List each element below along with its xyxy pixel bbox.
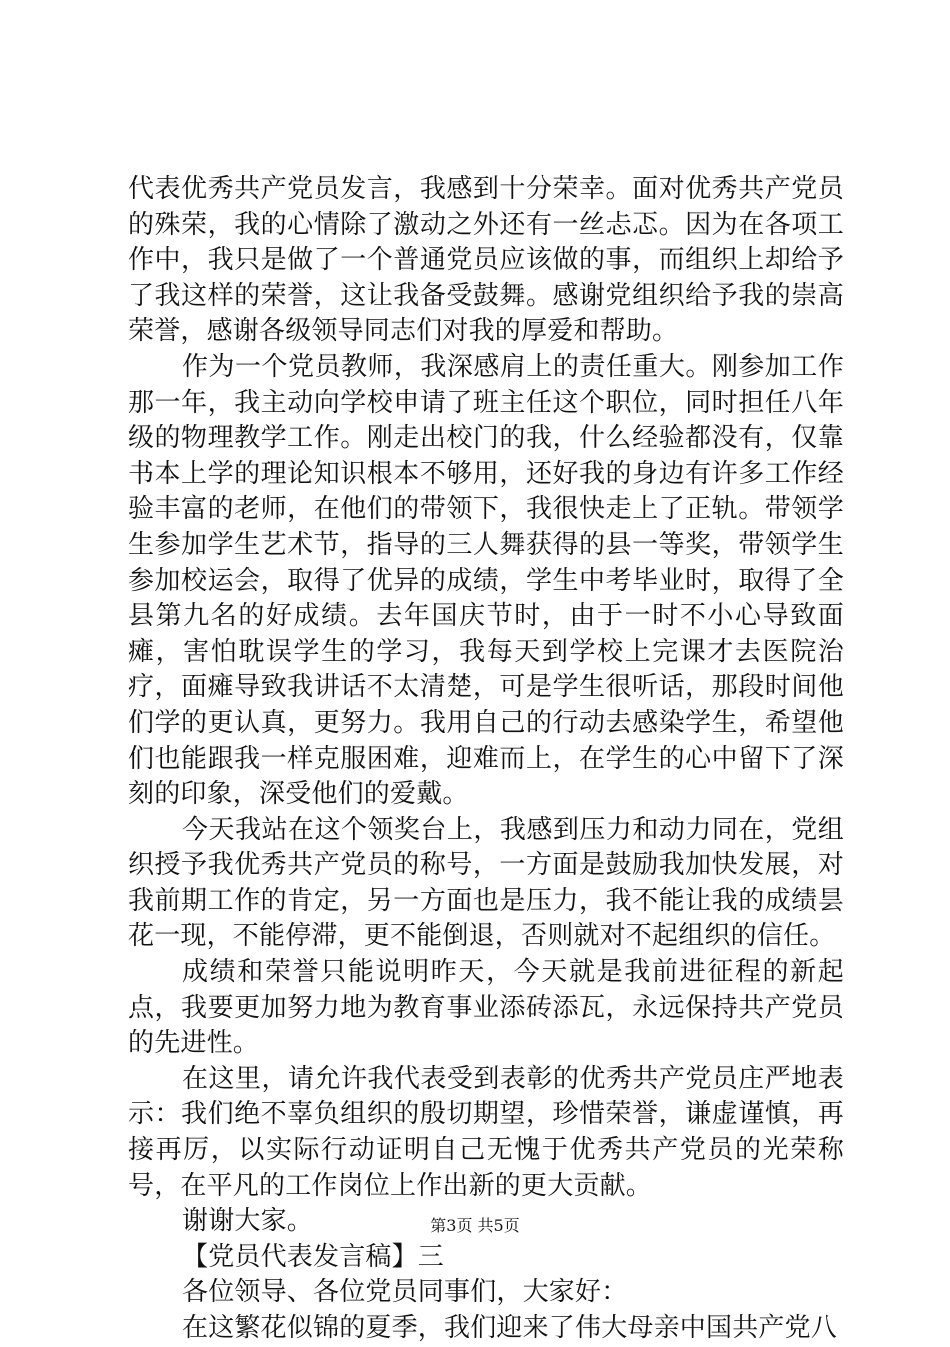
paragraph-award-podium: 今天我站在这个领奖台上，我感到压力和动力同在，党组织授予我优秀共产党员的称号，一方面是鼓励我加快发展，对我前期工作的肯定，另一方面也是压力，我不能让我的成绩昙花一现，不能停滞，更不能倒退，否则就对不起组织的信任。	[128, 814, 844, 952]
paragraph-greeting: 各位领导、各位党员同事们，大家好：	[182, 1277, 628, 1308]
section-heading: 【党员代表发言稿】三	[182, 1241, 445, 1272]
paragraph-opening: 代表优秀共产党员发言，我感到十分荣幸。面对优秀共产党员的殊荣，我的心情除了激动之外还有一丝忐忑。因为在各项工作中，我只是做了一个普通党员应该做的事，而组织上却给予了我这样的荣誉，这让我备受鼓舞。感谢党组织给予我的崇高荣誉，感谢各级领导同志们对我的厚爱和帮助。	[128, 174, 844, 347]
paragraph-teacher-duty: 作为一个党员教师，我深感肩上的责任重大。刚参加工作那一年，我主动向学校申请了班主任这个职位，同时担任八年级的物理教学工作。刚走出校门的我，什么经验都没有，仅靠书本上学的理论知识根本不够用，还好我的身边有许多工作经验丰富的老师，在他们的带领下，我很快走上了正轨。带领学生参加学生艺术节，指导的三人舞获得的县一等奖，带领学生参加校运会，取得了优异的成绩，学生中考毕业时，取得了全县第九名的好成绩。去年国庆节时，由于一时不小心导致面瘫，害怕耽误学生的学习，我每天到学校上完课才去医院治疗，面瘫导致我讲话不太清楚，可是学生很听话，那段时间他们学的更认真，更努力。我用自己的行动去感染学生，希望他们也能跟我一样克服困难，迎难而上，在学生的心中留下了深刻的印象，深受他们的爱戴。	[128, 351, 844, 810]
paragraph-summer: 在这繁花似锦的夏季，我们迎来了伟大母亲中国共产党八	[182, 1313, 838, 1343]
document-body	[128, 172, 844, 1347]
paragraph-thanks: 谢谢大家。	[182, 1206, 314, 1237]
paragraph-new-start: 成绩和荣誉只能说明昨天，今天就是我前进征程的新起点，我要更加努力地为教育事业添砖添瓦，永远保持共产党员的先进性。	[128, 957, 844, 1059]
paragraph-pledge: 在这里，请允许我代表受到表彰的优秀共产党员庄严地表示：我们绝不辜负组织的殷切期望，珍惜荣誉，谦虚谨慎，再接再厉，以实际行动证明自己无愧于优秀共产党员的光荣称号，在平凡的工作岗位上作出新的更大贡献。	[128, 1063, 844, 1201]
page-number-footer: 第3页 共5页	[430, 1216, 520, 1235]
